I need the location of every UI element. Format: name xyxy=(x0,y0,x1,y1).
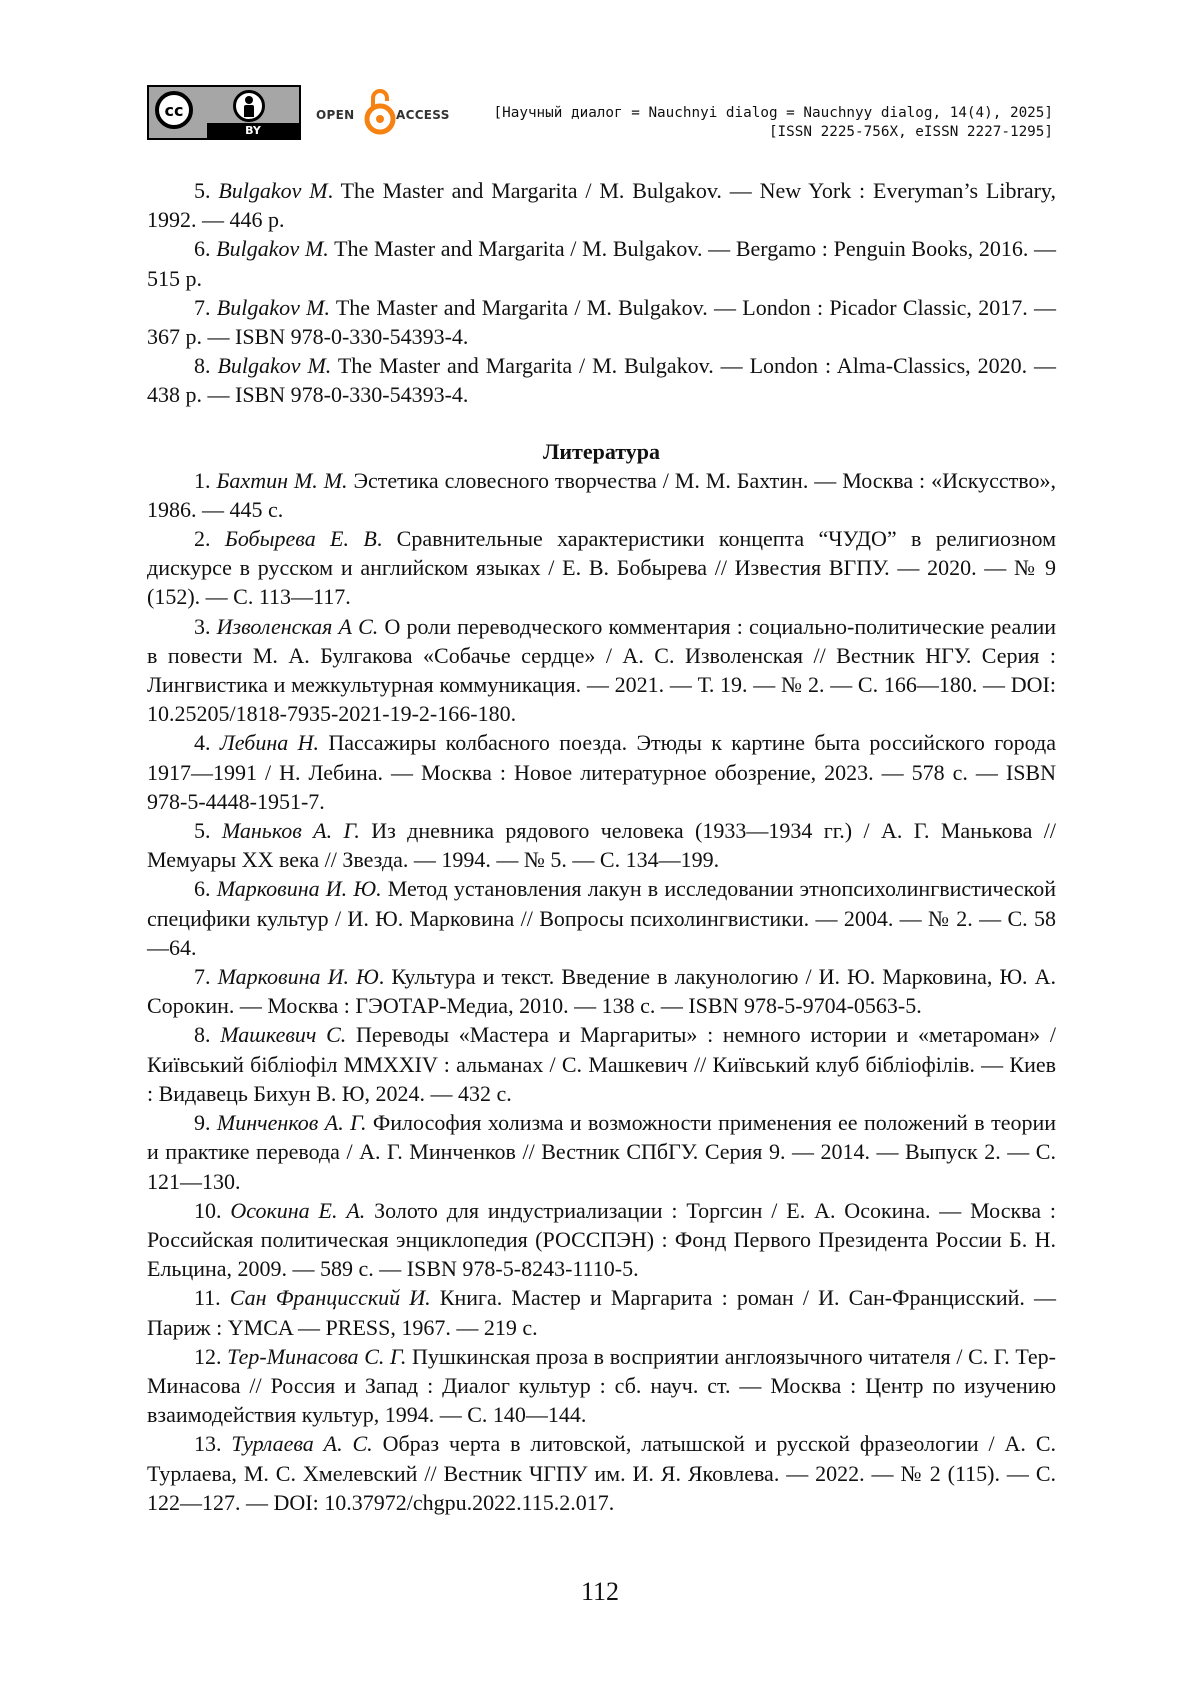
reference-author: Сан Францисский И. xyxy=(230,1285,431,1310)
references-content xyxy=(147,176,1056,1517)
reference-details: Из дневника рядового человека (1933—1934 гг.) / А. Г. Манькова // Мемуары XX века // Звезда. — 1994. — № 5. — С. 134—199. xyxy=(147,818,1056,872)
reference-number: 3. xyxy=(147,614,211,639)
reference-number: 9. xyxy=(147,1110,211,1135)
reference-details: Философия холизма и возможности применения ее положений в теории и практике перевода / А. Г. Минченков // Вестник СПбГУ. Серия 9. — 2014. — Выпуск 2. — С. 121—130. xyxy=(147,1110,1056,1193)
reference-number: 11. xyxy=(147,1285,221,1310)
reference-details: Золото для индустриализации : Торгсин / Е. А. Осокина. — Москва : Российская политическая энциклопедия (РОССПЭН) : Фонд Первого Президента России Б. Н. Ельцина, 2009. — 589 с. — ISBN 978-5-8243-1110-5. xyxy=(147,1198,1056,1281)
reference-entry xyxy=(147,816,1056,874)
reference-author: Турлаева А. С. xyxy=(231,1431,372,1456)
reference-author: Изволенская А С. xyxy=(217,614,379,639)
reference-number: 1. xyxy=(147,468,211,493)
reference-entry xyxy=(147,1108,1056,1196)
reference-author: Bulgakov M. xyxy=(217,353,331,378)
reference-details: The Master and Margarita / M. Bulgakov. — Bergamo : Penguin Books, 2016. — 515 p. xyxy=(147,236,1056,290)
reference-entry xyxy=(147,466,1056,524)
reference-entry xyxy=(147,1429,1056,1517)
open-label: OPEN xyxy=(316,108,354,122)
citation-line-2: [ISSN 2225-756X, eISSN 2227-1295] xyxy=(494,123,1053,142)
reference-details: . The Master and Margarita / M. Bulgakov. — New York : Everyman’s Library, 1992. — 446 p. xyxy=(147,178,1056,232)
reference-details: Образ черта в литовской, латышской и русской фразеологии / А. С. Турлаева, М. С. Хмелевский // Вестник ЧГПУ им. И. Я. Яковлева. — 2022. — № 2 (115). — С. 122—127. — DOI: 10.37972/chgpu.2022.115.2.017. xyxy=(147,1431,1056,1514)
by-person-body xyxy=(244,105,254,117)
literature-list xyxy=(147,466,1056,1517)
open-lock-icon xyxy=(364,86,396,136)
reference-entry xyxy=(147,1283,1056,1341)
reference-author: Бахтин М. М. xyxy=(216,468,347,493)
reference-details: The Master and Margarita / M. Bulgakov. — London : Picador Classic, 2017. — 367 p. — ISBN 978-0-330-54393-4. xyxy=(147,295,1056,349)
page xyxy=(0,0,1200,1703)
reference-entry xyxy=(147,176,1056,234)
reference-number: 8. xyxy=(147,353,211,378)
page-number: 112 xyxy=(0,1577,1200,1607)
reference-number: 12. xyxy=(147,1344,222,1369)
reference-details: Пушкинская проза в восприятии англоязычного читателя / С. Г. Тер-Минасова // Россия и Запад : Диалог культур : сб. науч. ст. — Москва : Центр по изучению взаимодействия культур, 1994. — С. 140—144. xyxy=(147,1344,1056,1427)
by-label: BY xyxy=(207,123,299,138)
reference-number: 8. xyxy=(147,1022,211,1047)
reference-details: О роли переводческого комментария : социально-политические реалии в повести М. А. Булгакова «Собачье сердце» / А. С. Изволенская // Вестник НГУ. Серия : Лингвистика и межкультурная коммуникация. — 2021. — Т. 19. — № 2. — С. 166—180. — DOI: 10.25205/1818-7935-2021-19-2-166-180. xyxy=(147,614,1056,727)
cc-by-license-badge[interactable] xyxy=(147,85,301,140)
cc-icon xyxy=(155,91,193,129)
reference-author: Лебина Н. xyxy=(220,730,319,755)
reference-author: Bulgakov M xyxy=(218,178,327,203)
reference-details: . Сравнительные характеристики концепта “ЧУДО” в религиозном дискурсе в русском и английском языках / Е. В. Бобырева // Известия ВГПУ. — 2020. — № 9 (152). — С. 113—117. xyxy=(147,526,1056,609)
reference-entry xyxy=(147,874,1056,962)
citation-line-1: [Научный диалог = Nauchnyi dialog = Nauchnyy dialog, 14(4), 2025] xyxy=(494,104,1053,123)
reference-entry xyxy=(147,1196,1056,1284)
reference-author: Машкевич С. xyxy=(220,1022,346,1047)
reference-author: Bulgakov M. xyxy=(216,236,329,261)
literature-heading: Литература xyxy=(147,437,1056,466)
reference-entry xyxy=(147,728,1056,816)
reference-number: 7. xyxy=(147,295,211,320)
reference-number: 6. xyxy=(147,236,211,261)
reference-author: Маньков А. Г. xyxy=(222,818,360,843)
reference-entry xyxy=(147,524,1056,612)
reference-number: 13. xyxy=(147,1431,222,1456)
reference-details: Метод установления лакун в исследовании этнопсихолингвистической специфики культур / И. Ю. Марковина // Вопросы психолингвистики. — 2004. — № 2. — С. 58—64. xyxy=(147,876,1056,959)
reference-entry xyxy=(147,962,1056,1020)
reference-number: 5. xyxy=(147,178,211,203)
reference-number: 6. xyxy=(147,876,211,901)
cc-text: cc xyxy=(165,101,184,120)
reference-author: Марковина И. Ю xyxy=(218,964,379,989)
reference-author: Bulgakov M. xyxy=(217,295,330,320)
reference-entry xyxy=(147,612,1056,729)
reference-entry xyxy=(147,351,1056,409)
reference-details: . Культура и текст. Введение в лакунологию / И. Ю. Марковина, Ю. А. Сорокин. — Москва : ГЭОТАР-Медиа, 2010. — 138 с. — ISBN 978-5-9704-0563-5. xyxy=(147,964,1056,1018)
reference-author: Минченков А. Г. xyxy=(217,1110,367,1135)
reference-entry xyxy=(147,1342,1056,1430)
reference-details: Переводы «Мастера и Маргариты» : немного истории и «метароман» / Київський бібліофіл MMXXIV : альманах / С. Машкевич // Київський клуб бібліофілів. — Киев : Видавець Бихун В. Ю, 2024. — 432 с. xyxy=(147,1022,1056,1105)
sources-list xyxy=(147,176,1056,410)
reference-details: Эстетика словесного творчества / М. М. Бахтин. — Москва : «Искусство», 1986. — 445 с. xyxy=(147,468,1056,522)
reference-entry xyxy=(147,1020,1056,1108)
access-label: ACCESS xyxy=(396,108,450,122)
open-access-logo[interactable] xyxy=(316,86,466,136)
journal-citation xyxy=(494,104,1053,142)
reference-number: 5. xyxy=(147,818,211,843)
reference-entry xyxy=(147,293,1056,351)
reference-number: 4. xyxy=(147,730,211,755)
reference-number: 2. xyxy=(147,526,211,551)
reference-details: Книга. Мастер и Маргарита : роман / И. Сан-Францисский. — Париж : YMCA — PRESS, 1967. — 219 с. xyxy=(147,1285,1056,1339)
reference-number: 7. xyxy=(147,964,211,989)
by-person-icon xyxy=(233,90,265,122)
reference-author: Марковина И. Ю. xyxy=(217,876,382,901)
reference-details: Пассажиры колбасного поезда. Этюды к картине быта российского города 1917—1991 / Н. Лебина. — Москва : Новое литературное обозрение, 2023. — 578 с. — ISBN 978-5-4448-1951-7. xyxy=(147,730,1056,813)
reference-author: Бобырева Е. В xyxy=(225,526,377,551)
reference-details: The Master and Margarita / M. Bulgakov. — London : Alma-Classics, 2020. — 438 p. — ISBN 978-0-330-54393-4. xyxy=(147,353,1056,407)
by-person-head xyxy=(245,96,253,104)
reference-author: Осокина Е. А. xyxy=(230,1198,365,1223)
reference-number: 10. xyxy=(147,1198,222,1223)
reference-author: Тер-Минасова С. Г. xyxy=(227,1344,406,1369)
reference-entry xyxy=(147,234,1056,292)
